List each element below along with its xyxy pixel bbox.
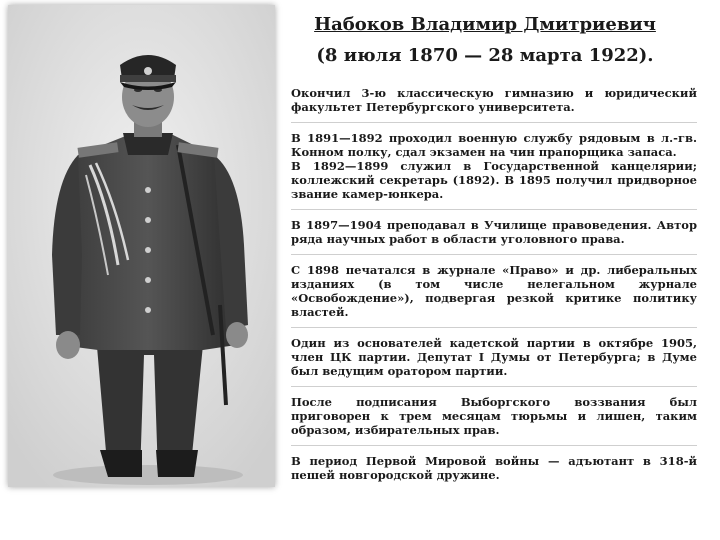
bio-paragraph-military: В 1891—1892 проходил военную службу рядовым в л.-гв. Конном полку, сдал экзамен на чин прапорщика запаса. <box>291 131 697 159</box>
page-title: Набоков Владимир Дмитриевич <box>314 14 656 35</box>
portrait-image <box>8 5 275 487</box>
divider <box>291 327 697 328</box>
life-dates: (8 июля 1870 — 28 марта 1922). <box>316 45 654 66</box>
bio-paragraph-teaching: В 1897—1904 преподавал в Училище правоведения. Автор ряда научных работ в области уголовного права. <box>291 218 697 246</box>
bio-paragraph-journalism: С 1898 печатался в журнале «Право» и др. либеральных изданиях (в том числе нелегальном журнале «Освобождение»), подвергая резкой критике политику властей. <box>291 263 697 319</box>
bio-paragraph-wwi: В период Первой Мировой войны — адъютант в 318-й пешей новгородской дружине. <box>291 454 697 482</box>
bio-paragraph-chancellery: В 1892—1899 служил в Государственной канцелярии; коллежский секретарь (1892). В 1895 получил придворное звание камер-юнкера. <box>291 159 697 201</box>
divider <box>291 254 697 255</box>
portrait-photo <box>8 5 275 487</box>
biography-text <box>291 86 697 482</box>
bio-paragraph-education: Окончил 3-ю классическую гимназию и юридический факультет Петербургского университета. <box>291 86 697 114</box>
divider <box>291 386 697 387</box>
bio-paragraph-party: Один из основателей кадетской партии в октябре 1905, член ЦК партии. Депутат I Думы от Петербурга; в Думе был ведущим оратором партии. <box>291 336 697 378</box>
divider <box>291 209 697 210</box>
divider <box>291 445 697 446</box>
bio-paragraph-vyborg: После подписания Выборгского воззвания был приговорен к трем месяцам тюрьмы и лишен, таким образом, избирательных прав. <box>291 395 697 437</box>
divider <box>291 122 697 123</box>
